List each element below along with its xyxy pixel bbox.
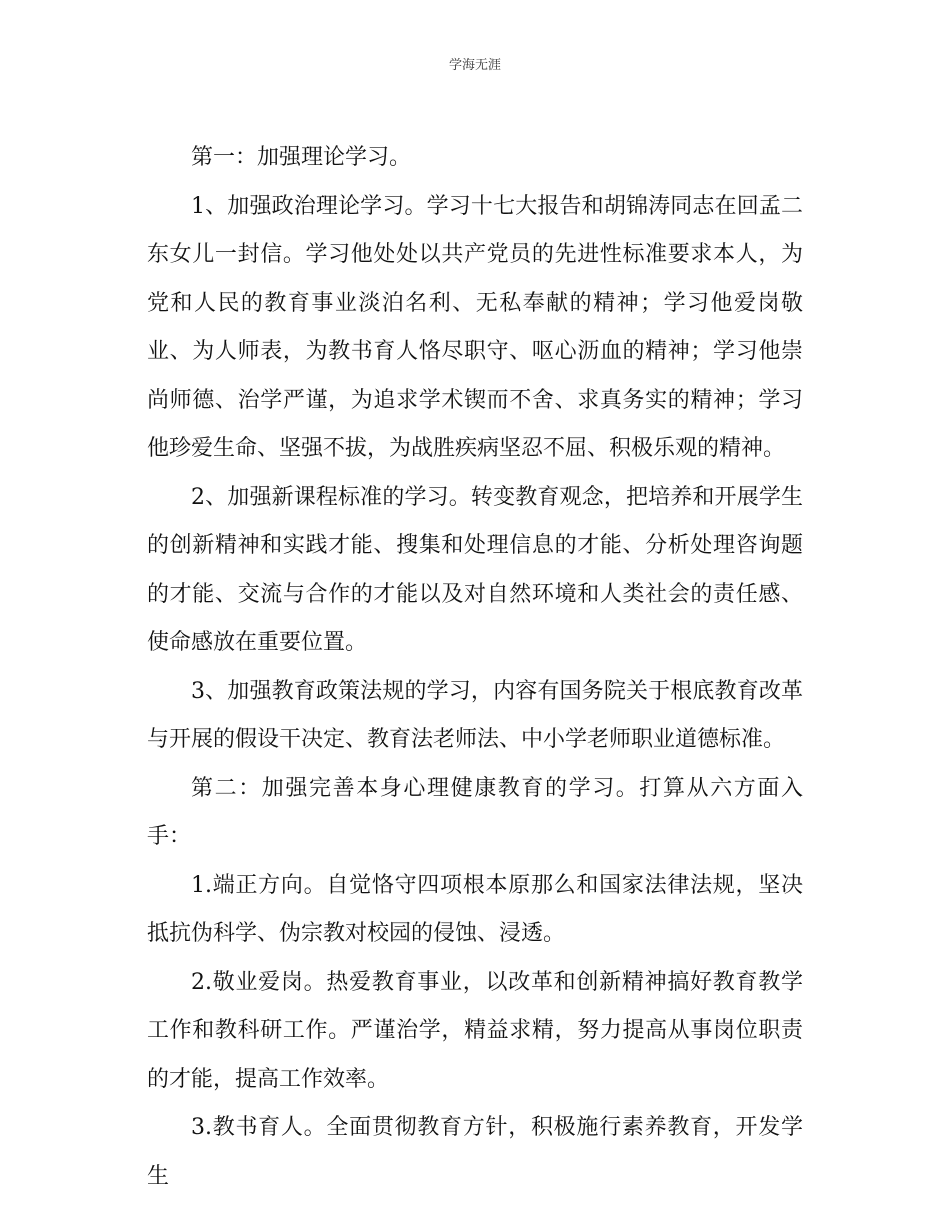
paragraph-teaching: 3.教书育人。全面贯彻教育方针，积极施行素养教育，开发学生 bbox=[147, 1115, 803, 1189]
paragraph-political-study: 1、加强政治理论学习。学习十七大报告和胡锦涛同志在回孟二东女儿一封信。学习他处处以共产党员的先进性标准要求本人，为党和人民的教育事业淡泊名利、无私奉献的精神；学习他爱岗敬业、为人师表，为教书育人恪尽职守、呕心沥血的精神；学习他崇尚师德、治学严谨，为追求学术锲而不舍、求真务实的精神；学习他珍爱生命、坚强不拔，为战胜疾病坚忍不屈、积极乐观的精神。 bbox=[147, 193, 803, 461]
page-header: 学海无涯 bbox=[448, 58, 501, 73]
paragraph-direction: 1.端正方向。自觉恪守四项根本原那么和国家法律法规，坚决抵抗伪科学、伪宗教对校园的侵蚀、浸透。 bbox=[147, 872, 803, 946]
document-body bbox=[147, 134, 803, 1201]
paragraph-curriculum-study: 2、加强新课程标准的学习。转变教育观念，把培养和开展学生的创新精神和实践才能、搜集和处理信息的才能、分析处理咨询题的才能、交流与合作的才能以及对自然环境和人类社会的责任感、使命感放在重要位置。 bbox=[147, 484, 803, 655]
paragraph-policy-study: 3、加强教育政策法规的学习，内容有国务院关于根底教育改革与开展的假设干决定、教育法老师法、中小学老师职业道德标准。 bbox=[147, 678, 803, 752]
paragraph-heading-2: 第二：加强完善本身心理健康教育的学习。打算从六方面入手： bbox=[147, 775, 803, 849]
paragraph-heading-1: 第一：加强理论学习。 bbox=[191, 145, 412, 170]
paragraph-dedication: 2.敬业爱岗。热爱教育事业，以改革和创新精神搞好教育教学工作和教科研工作。严谨治学，精益求精，努力提高从事岗位职责的才能，提高工作效率。 bbox=[147, 969, 803, 1092]
